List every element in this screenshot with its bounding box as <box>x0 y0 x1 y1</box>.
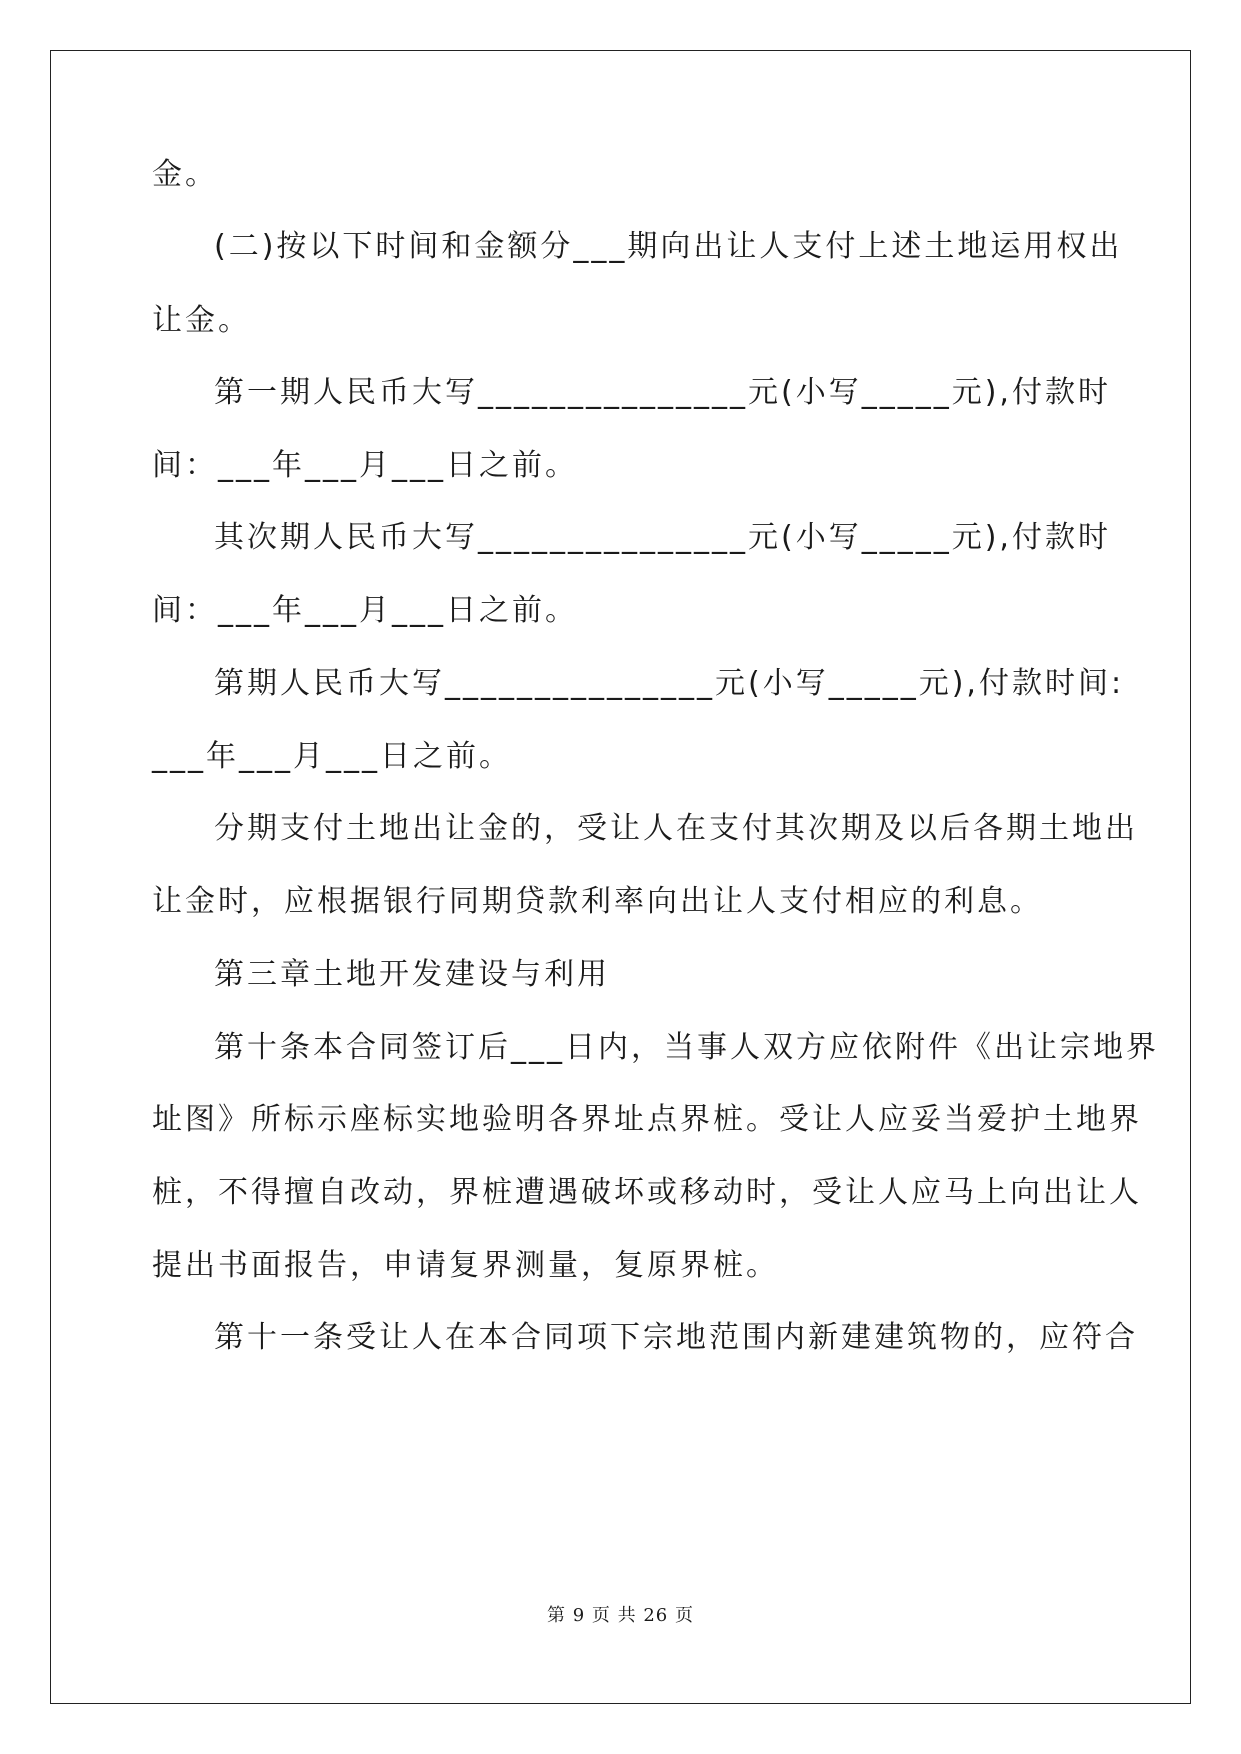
section-heading: 第三章土地开发建设与利用 <box>214 957 610 992</box>
text-line: 提出书面报告，申请复界测量，复原界桩。 <box>152 1248 779 1283</box>
text-line: 址图》所标示座标实地验明各界址点界桩。受让人应妥当爱护土地界 <box>152 1102 1142 1137</box>
text-line: (二)按以下时间和金额分___期向出让人支付上述土地运用权出 <box>214 229 1123 264</box>
page-number: 第 9 页 共 26 页 <box>547 1605 694 1626</box>
text-line: 桩，不得擅自改动，界桩遭遇破坏或移动时，受让人应马上向出让人 <box>152 1175 1142 1210</box>
text-line: 第期人民币大写_______________元(小写_____元),付款时间: <box>214 666 1125 701</box>
text-line: 第一期人民币大写_______________元(小写_____元),付款时 <box>214 375 1111 410</box>
text-line: 金。 <box>152 157 218 192</box>
text-line: 第十一条受让人在本合同项下宗地范围内新建建筑物的，应符合 <box>214 1320 1138 1355</box>
text-line: 第十条本合同签订后___日内，当事人双方应依附件《出让宗地界 <box>214 1030 1159 1065</box>
text-line: 间：___年___月___日之前。 <box>152 448 578 483</box>
text-line: 分期支付土地出让金的，受让人在支付其次期及以后各期土地出 <box>214 811 1138 846</box>
page-border <box>50 50 1191 1704</box>
text-line: 其次期人民币大写_______________元(小写_____元),付款时 <box>214 520 1111 555</box>
text-line: 让金时，应根据银行同期贷款利率向出让人支付相应的利息。 <box>152 884 1043 919</box>
text-line: ___年___月___日之前。 <box>152 739 512 774</box>
text-line: 间：___年___月___日之前。 <box>152 593 578 628</box>
text-line: 让金。 <box>152 303 251 338</box>
